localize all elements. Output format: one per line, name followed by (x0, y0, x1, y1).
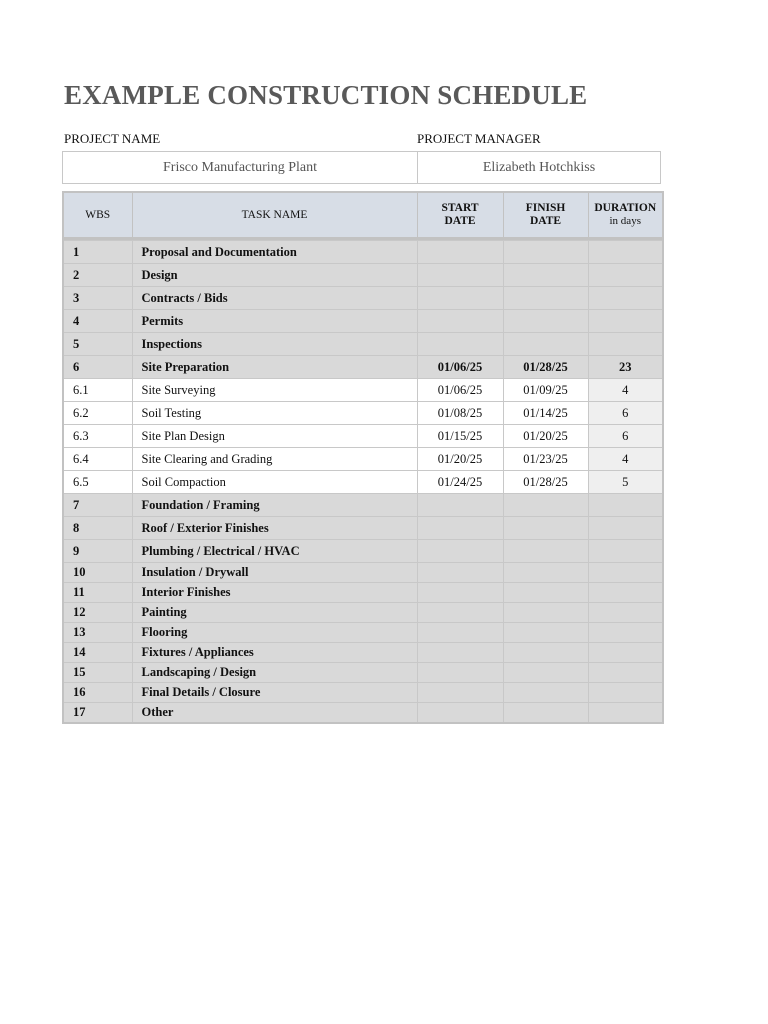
finish-date-cell[interactable] (503, 333, 588, 356)
finish-date-cell[interactable] (503, 310, 588, 333)
start-date-cell[interactable] (417, 623, 503, 643)
start-date-cell[interactable] (417, 494, 503, 517)
table-row (63, 663, 663, 683)
task-name-cell[interactable]: Design (132, 264, 417, 287)
start-date-cell[interactable]: 01/06/25 (417, 379, 503, 402)
table-row (63, 623, 663, 643)
wbs-header: WBS (63, 192, 132, 238)
table-row (63, 310, 663, 333)
finish-date-header-line2: DATE (529, 215, 562, 227)
start-date-header-line1: START (441, 202, 479, 214)
task-name-cell[interactable]: Site Surveying (132, 379, 417, 402)
table-row (63, 540, 663, 563)
start-date-cell[interactable] (417, 683, 503, 703)
finish-date-header-line1: FINISH (525, 202, 566, 214)
duration-cell[interactable]: 4 (588, 448, 663, 471)
start-date-cell[interactable] (417, 517, 503, 540)
wbs-cell[interactable]: 14 (63, 643, 132, 663)
task-name-cell[interactable]: Site Preparation (132, 356, 417, 379)
wbs-cell[interactable]: 10 (63, 563, 132, 583)
finish-date-cell[interactable] (503, 663, 588, 683)
project-manager-field[interactable]: Elizabeth Hotchkiss (482, 159, 596, 175)
finish-date-cell[interactable] (503, 517, 588, 540)
wbs-cell[interactable]: 6.3 (63, 425, 132, 448)
task-name-cell[interactable]: Painting (132, 603, 417, 623)
finish-date-cell[interactable] (503, 583, 588, 603)
start-date-cell[interactable] (417, 287, 503, 310)
start-date-header (417, 192, 503, 238)
duration-cell[interactable]: 6 (588, 402, 663, 425)
task-name-cell[interactable]: Contracts / Bids (132, 287, 417, 310)
duration-cell[interactable] (588, 287, 663, 310)
finish-date-cell[interactable] (503, 623, 588, 643)
start-date-cell[interactable] (417, 540, 503, 563)
task-name-cell[interactable]: Site Clearing and Grading (132, 448, 417, 471)
start-date-cell[interactable]: 01/08/25 (417, 402, 503, 425)
table-row (63, 683, 663, 703)
wbs-cell[interactable]: 5 (63, 333, 132, 356)
task-name-cell[interactable]: Proposal and Documentation (132, 241, 417, 264)
task-name-cell[interactable]: Site Plan Design (132, 425, 417, 448)
task-name-cell[interactable]: Landscaping / Design (132, 663, 417, 683)
task-name-cell[interactable]: Plumbing / Electrical / HVAC (132, 540, 417, 563)
start-date-cell[interactable] (417, 583, 503, 603)
wbs-cell[interactable]: 1 (63, 241, 132, 264)
table-row (63, 241, 663, 264)
table-row (63, 643, 663, 663)
wbs-cell[interactable]: 7 (63, 494, 132, 517)
duration-cell[interactable]: 6 (588, 425, 663, 448)
table-row (63, 603, 663, 623)
wbs-cell[interactable]: 12 (63, 603, 132, 623)
start-date-cell[interactable]: 01/15/25 (417, 425, 503, 448)
start-date-cell[interactable] (417, 663, 503, 683)
wbs-cell[interactable]: 6.1 (63, 379, 132, 402)
duration-cell[interactable] (588, 517, 663, 540)
table-row (63, 402, 663, 425)
start-date-cell[interactable] (417, 603, 503, 623)
project-name-label: PROJECT NAME (64, 131, 161, 146)
schedule-table (62, 191, 664, 724)
wbs-cell[interactable]: 6.5 (63, 471, 132, 494)
finish-date-cell[interactable] (503, 563, 588, 583)
finish-date-cell[interactable] (503, 287, 588, 310)
table-row (63, 471, 663, 494)
duration-cell[interactable] (588, 583, 663, 603)
finish-date-header (503, 192, 588, 238)
wbs-cell[interactable]: 3 (63, 287, 132, 310)
task-name-cell[interactable]: Final Details / Closure (132, 683, 417, 703)
table-row (63, 563, 663, 583)
duration-cell[interactable] (588, 703, 663, 724)
wbs-cell[interactable]: 15 (63, 663, 132, 683)
wbs-cell[interactable]: 13 (63, 623, 132, 643)
finish-date-cell[interactable]: 01/14/25 (503, 402, 588, 425)
schedule-body (63, 241, 663, 724)
duration-cell[interactable]: 4 (588, 379, 663, 402)
duration-cell[interactable] (588, 241, 663, 264)
start-date-cell[interactable] (417, 563, 503, 583)
start-date-cell[interactable] (417, 241, 503, 264)
table-row (63, 333, 663, 356)
task-name-cell[interactable]: Soil Compaction (132, 471, 417, 494)
duration-cell[interactable] (588, 333, 663, 356)
duration-cell[interactable] (588, 683, 663, 703)
start-date-cell[interactable] (417, 264, 503, 287)
task-name-header: TASK NAME (132, 192, 417, 238)
wbs-cell[interactable]: 16 (63, 683, 132, 703)
table-row (63, 583, 663, 603)
task-name-cell[interactable]: Inspections (132, 333, 417, 356)
task-name-cell[interactable]: Permits (132, 310, 417, 333)
duration-header (588, 192, 663, 238)
project-manager-label: PROJECT MANAGER (417, 131, 541, 146)
finish-date-cell[interactable] (503, 264, 588, 287)
table-row (63, 494, 663, 517)
task-name-cell[interactable]: Roof / Exterior Finishes (132, 517, 417, 540)
duration-cell[interactable] (588, 623, 663, 643)
finish-date-cell[interactable] (503, 643, 588, 663)
start-date-cell[interactable] (417, 310, 503, 333)
finish-date-cell[interactable]: 01/20/25 (503, 425, 588, 448)
task-name-cell[interactable]: Insulation / Drywall (132, 563, 417, 583)
table-row (63, 264, 663, 287)
header-row (63, 192, 663, 238)
start-date-cell[interactable] (417, 333, 503, 356)
finish-date-cell[interactable]: 01/23/25 (503, 448, 588, 471)
duration-cell[interactable] (588, 663, 663, 683)
table-row (63, 517, 663, 540)
table-row (63, 703, 663, 724)
start-date-header-line2: DATE (444, 215, 476, 227)
wbs-cell[interactable]: 2 (63, 264, 132, 287)
finish-date-cell[interactable]: 01/28/25 (503, 471, 588, 494)
task-name-cell[interactable]: Interior Finishes (132, 583, 417, 603)
duration-cell[interactable] (588, 494, 663, 517)
project-name-field[interactable]: Frisco Manufacturing Plant (63, 152, 418, 183)
duration-header-unit: in days (609, 215, 641, 227)
page-title: EXAMPLE CONSTRUCTION SCHEDULE (64, 80, 588, 110)
finish-date-cell[interactable]: 01/09/25 (503, 379, 588, 402)
wbs-cell[interactable]: 6.2 (63, 402, 132, 425)
task-name-cell[interactable]: Flooring (132, 623, 417, 643)
duration-cell[interactable] (588, 540, 663, 563)
duration-cell[interactable]: 5 (588, 471, 663, 494)
duration-cell[interactable] (588, 264, 663, 287)
duration-cell[interactable]: 23 (588, 356, 663, 379)
start-date-cell[interactable]: 01/24/25 (417, 471, 503, 494)
task-name-cell[interactable]: Fixtures / Appliances (132, 643, 417, 663)
table-row (63, 448, 663, 471)
finish-date-cell[interactable] (503, 603, 588, 623)
finish-date-cell[interactable] (503, 703, 588, 724)
start-date-cell[interactable]: 01/06/25 (417, 356, 503, 379)
wbs-cell[interactable]: 17 (63, 703, 132, 724)
duration-cell[interactable] (588, 643, 663, 663)
table-row (63, 356, 663, 379)
wbs-cell[interactable]: 6 (63, 356, 132, 379)
finish-date-cell[interactable] (503, 540, 588, 563)
finish-date-cell[interactable] (503, 683, 588, 703)
wbs-cell[interactable]: 8 (63, 517, 132, 540)
finish-date-cell[interactable] (503, 494, 588, 517)
finish-date-cell[interactable] (503, 241, 588, 264)
wbs-cell[interactable]: 11 (63, 583, 132, 603)
task-name-cell[interactable]: Soil Testing (132, 402, 417, 425)
wbs-cell[interactable]: 4 (63, 310, 132, 333)
duration-header-label: DURATION (594, 202, 657, 214)
project-info-box (62, 151, 661, 184)
duration-cell[interactable] (588, 310, 663, 333)
table-row (63, 287, 663, 310)
table-row (63, 425, 663, 448)
task-name-cell[interactable]: Other (132, 703, 417, 724)
duration-cell[interactable] (588, 603, 663, 623)
start-date-cell[interactable]: 01/20/25 (417, 448, 503, 471)
table-row (63, 379, 663, 402)
wbs-cell[interactable]: 6.4 (63, 448, 132, 471)
finish-date-cell[interactable]: 01/28/25 (503, 356, 588, 379)
start-date-cell[interactable] (417, 643, 503, 663)
wbs-cell[interactable]: 9 (63, 540, 132, 563)
start-date-cell[interactable] (417, 703, 503, 724)
task-name-cell[interactable]: Foundation / Framing (132, 494, 417, 517)
duration-cell[interactable] (588, 563, 663, 583)
